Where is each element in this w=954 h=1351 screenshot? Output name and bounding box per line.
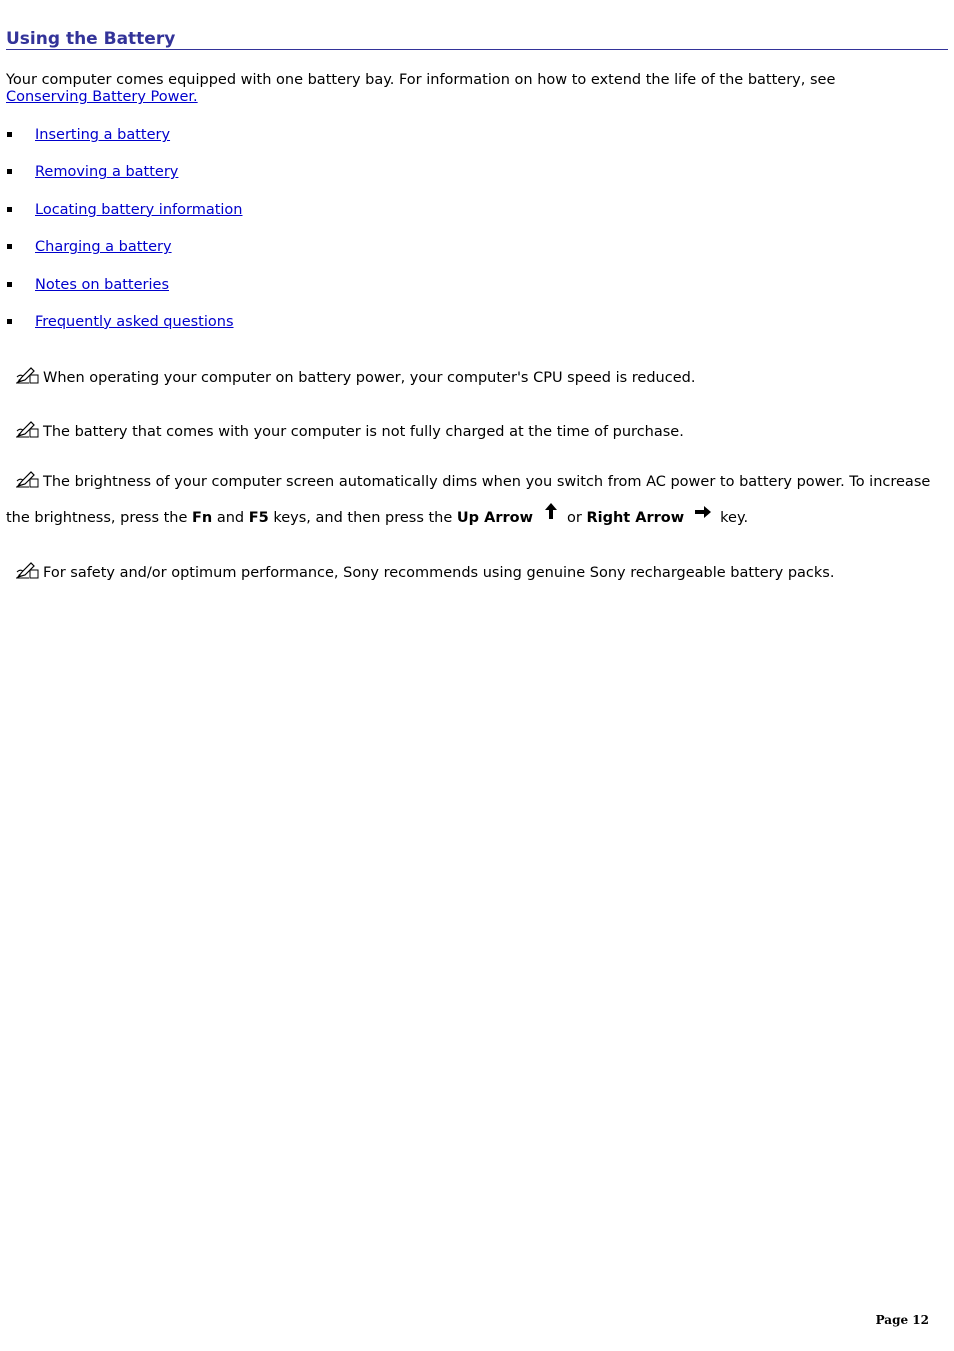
up-arrow-key-label: Up Arrow (456, 510, 533, 526)
topic-link-list (6, 127, 243, 351)
up-arrow-icon (543, 500, 559, 532)
list-item (6, 239, 243, 276)
bullet-square-icon (7, 244, 12, 249)
locating-battery-info-link[interactable]: Locating battery information (35, 201, 243, 218)
list-item (6, 314, 243, 351)
list-item (6, 202, 243, 239)
pen-note-icon (15, 468, 39, 500)
note-text: When operating your computer on battery power, your computer's CPU speed is reduced. (43, 370, 696, 386)
bullet-square-icon (7, 282, 12, 287)
bullet-square-icon (7, 169, 12, 174)
pen-note-icon (15, 560, 39, 584)
note-not-fully-charged (6, 419, 946, 443)
pen-note-icon (15, 365, 39, 389)
bullet-square-icon (7, 132, 12, 137)
note-text: or (566, 510, 582, 526)
note-cpu-speed (6, 365, 946, 389)
notes-on-batteries-link[interactable]: Notes on batteries (35, 276, 170, 293)
page-title: Using the Battery (6, 29, 948, 50)
note-text: For safety and/or optimum performance, Sony recommends using genuine Sony rechargeable battery packs. (43, 565, 835, 581)
intro-text: Your computer comes equipped with one battery bay. For information on how to extend the life of the battery, see (6, 72, 836, 88)
note-text: The brightness of your computer screen automatically dims when you switch from AC power to battery power. To increase the brightness, press the (6, 474, 931, 526)
fn-key-label: Fn (192, 510, 213, 526)
list-item (6, 277, 243, 314)
f5-key-label: F5 (248, 510, 269, 526)
intro-paragraph (6, 72, 936, 106)
faq-link[interactable]: Frequently asked questions (35, 313, 234, 330)
charging-battery-link[interactable]: Charging a battery (35, 239, 172, 256)
inserting-battery-link[interactable]: Inserting a battery (35, 127, 171, 143)
note-brightness (6, 466, 946, 534)
note-text: key. (720, 510, 749, 526)
pen-note-icon (15, 419, 39, 443)
right-arrow-key-label: Right Arrow (586, 510, 685, 526)
note-text: and (216, 510, 245, 526)
conserving-battery-power-link[interactable]: Conserving Battery Power. (6, 89, 198, 105)
bullet-square-icon (7, 207, 12, 212)
bullet-square-icon (7, 319, 12, 324)
removing-battery-link[interactable]: Removing a battery (35, 164, 179, 181)
note-text: The battery that comes with your computer is not fully charged at the time of purchase. (43, 424, 684, 440)
page-number: Page 12 (875, 1313, 929, 1327)
list-item (6, 127, 243, 164)
note-genuine-sony-battery (6, 560, 946, 584)
note-text: keys, and then press the (273, 510, 453, 526)
list-item (6, 164, 243, 201)
right-arrow-icon (694, 500, 712, 532)
